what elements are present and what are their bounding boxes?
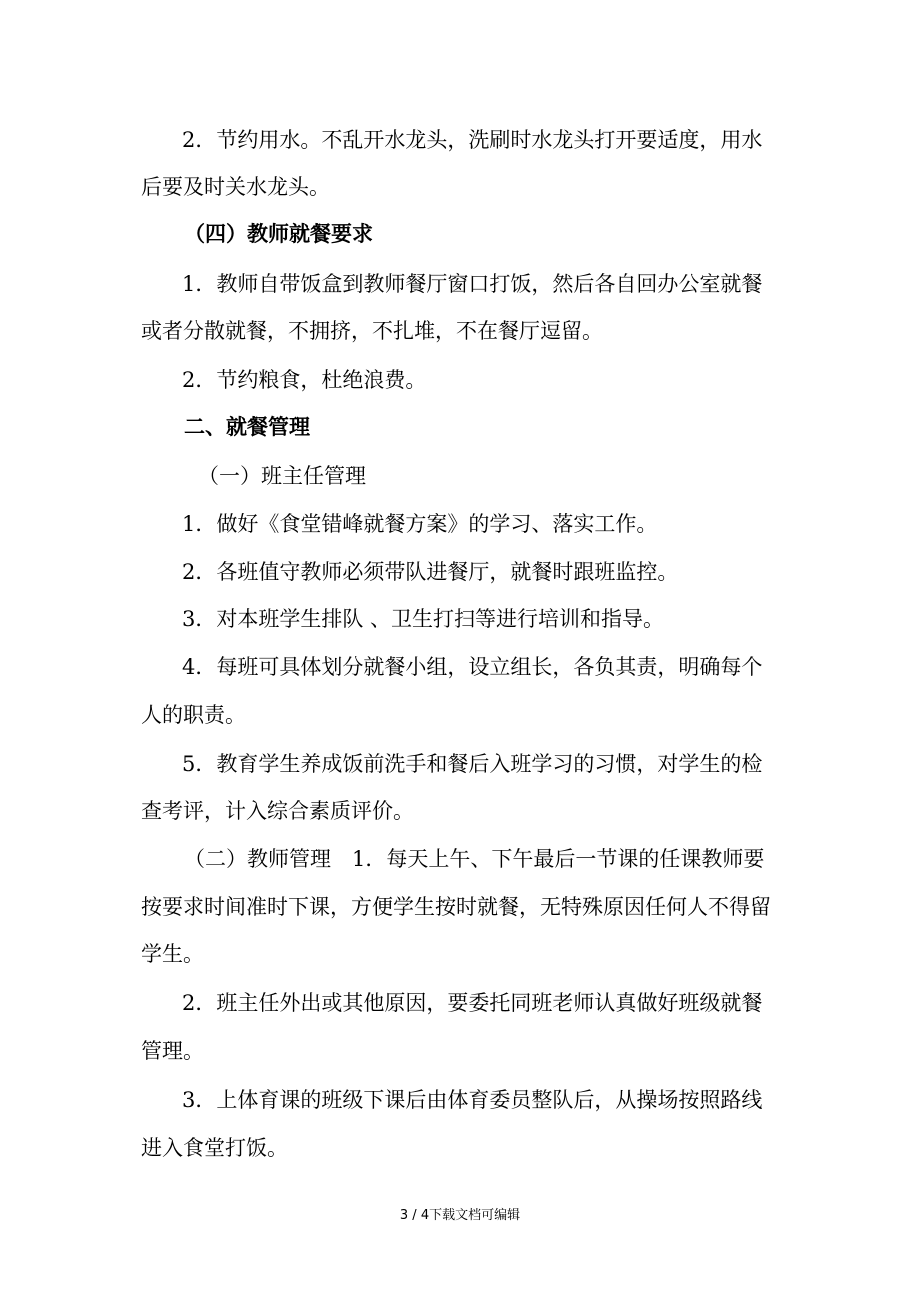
subsection-heading: （一）班主任管理 [198,464,366,488]
paragraph-line: 2．班主任外出或其他原因，要委托同班老师认真做好班级就餐 [182,991,763,1015]
paragraph-line: 1．教师自带饭盒到教师餐厅窗口打饭，然后各自回办公室就餐 [182,272,763,296]
paragraph-line: 人的职责。 [141,703,246,727]
paragraph-line: 按要求时间准时下课，方便学生按时就餐，无特殊原因任何人不得留 [141,895,771,919]
section-heading: （四）教师就餐要求 [184,221,373,246]
paragraph-line: 或者分散就餐，不拥挤，不扎堆，不在餐厅逗留。 [141,319,603,343]
paragraph-line: 3．对本班学生排队 、卫生打扫等进行培训和指导。 [182,607,665,631]
page-footer: 3 / 4下载文档可编辑 [399,1208,521,1223]
paragraph-line: 后要及时关水龙头。 [141,175,330,199]
paragraph-line: 5．教育学生养成饭前洗手和餐后入班学习的习惯，对学生的检 [182,752,763,776]
paragraph-line: 1．做好《食堂错峰就餐方案》的学习、落实工作。 [182,512,658,536]
paragraph-line: 查考评，计入综合素质评价。 [141,799,414,823]
paragraph-line: （二）教师管理 1．每天上午、下午最后一节课的任课教师要 [184,847,765,871]
paragraph-line: 2．节约粮食，杜绝浪费。 [182,368,427,392]
section-heading: 二、就餐管理 [184,414,310,439]
paragraph-line: 2．节约用水。不乱开水龙头，洗刷时水龙头打开要适度，用水 [182,128,763,152]
paragraph-line: 学生。 [141,942,204,966]
paragraph-line: 管理。 [141,1039,204,1063]
paragraph-line: 3．上体育课的班级下课后由体育委员整队后，从操场按照路线 [182,1088,763,1112]
paragraph-line: 进入食堂打饭。 [141,1136,288,1160]
paragraph-line: 2．各班值守教师必须带队进餐厅，就餐时跟班监控。 [182,560,679,584]
paragraph-line: 4．每班可具体划分就餐小组，设立组长，各负其责，明确每个 [182,655,763,679]
